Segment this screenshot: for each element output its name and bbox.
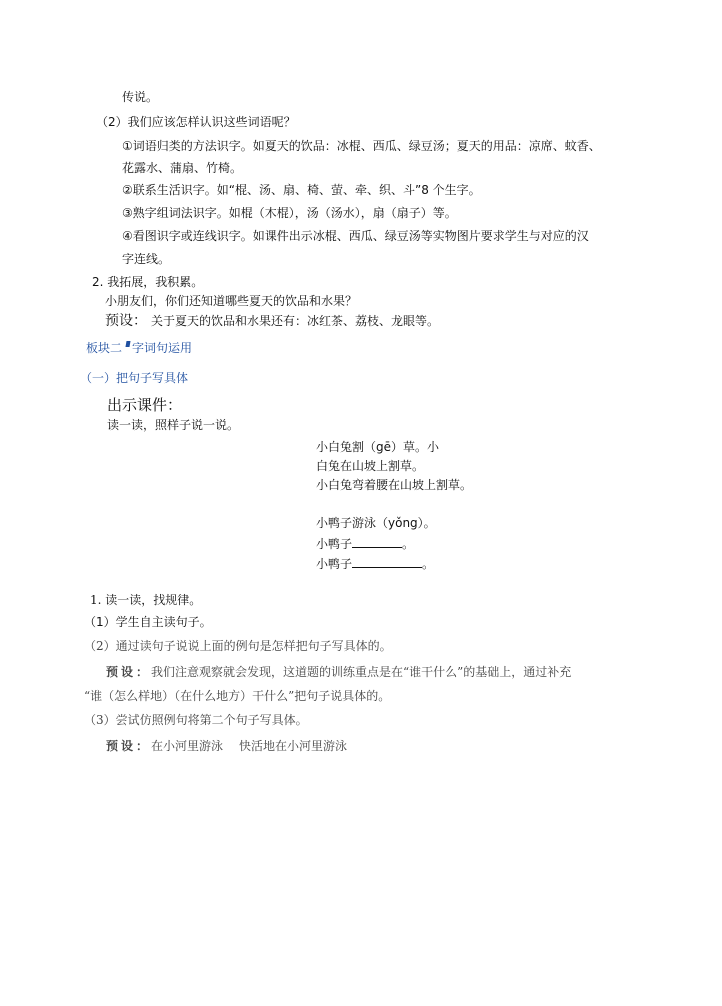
preset-label: 预设： — [106, 665, 152, 679]
preset-answer: 快活地在小河里游泳 — [239, 739, 348, 753]
blank-suffix: 。 — [422, 557, 435, 571]
answer-blank — [352, 536, 402, 548]
question-line: （2）我们应该怎样认识这些词语呢？ — [96, 115, 296, 129]
preset-line — [106, 664, 571, 680]
block-label: 板块二 — [86, 341, 123, 355]
preset-line — [105, 313, 439, 329]
blank-prefix: 小鸭子 — [316, 537, 353, 551]
blank-prefix: 小鸭子 — [316, 557, 353, 571]
preset-line — [106, 738, 347, 754]
preset-label: 预设： — [106, 739, 152, 753]
block-title — [86, 340, 192, 356]
heading-line: 2. 我拓展，我积累。 — [92, 275, 204, 289]
step-heading: 1. 读一读，找规律。 — [90, 593, 202, 607]
preset-text: 关于夏天的饮品和水果还有：冰红茶、荔枝、龙眼等。 — [151, 314, 440, 328]
step-line: （3）尝试仿照例句将第二个句子写具体。 — [84, 713, 308, 727]
answer-blank — [352, 556, 422, 568]
preset-answer: 在小河里游泳 — [151, 739, 224, 753]
text-line: ③熟字组词法识字。如棍（木棍），汤（汤水），扇（扇子）等。 — [122, 206, 457, 220]
text-line: 字连线。 — [122, 252, 171, 266]
text-line: “谁（怎么样地）（在什么地方）干什么”把句子说具体的。 — [84, 689, 391, 703]
instruction: 读一读，照样子说一说。 — [107, 418, 240, 432]
step-line: （2）通过读句子说说上面的例句是怎样把句子写具体的。 — [84, 639, 392, 653]
preset-label: 预设： — [105, 313, 147, 329]
block-subtitle: 字词句运用 — [132, 341, 193, 355]
text-line: ①词语归类的方法识字。如夏天的饮品：冰棍、西瓜、绿豆汤；夏天的用品：凉席、蚊香、 — [122, 139, 601, 153]
step-line: （1）学生自主读句子。 — [84, 615, 212, 629]
courseware-label: 出示课件： — [107, 396, 183, 414]
fill-blank-line — [316, 536, 414, 552]
example-line: 小鸭子游泳（yǒng）。 — [316, 516, 436, 530]
text-line: ②联系生活识字。如“棍、汤、扇、椅、萤、牵、织、斗”8 个生字。 — [122, 183, 481, 197]
example-line: 小白兔割（gē）草。小 — [316, 440, 440, 454]
blank-suffix: 。 — [402, 537, 415, 551]
fill-blank-line — [316, 556, 434, 572]
text-line: ④看图识字或连线识字。如课件出示冰棍、西瓜、绿豆汤等实物图片要求学生与对应的汉 — [122, 229, 589, 243]
example-line: 白兔在山坡上割草。 — [316, 459, 425, 473]
question-line: 小朋友们，你们还知道哪些夏天的饮品和水果？ — [105, 294, 358, 308]
sub-title: （一）把句子写具体 — [80, 371, 189, 385]
text-line: 传说。 — [122, 90, 159, 104]
preset-text: 我们注意观察就会发现，这道题的训练重点是在“谁干什么”的基础上，通过补充 — [151, 665, 572, 679]
example-line: 小白兔弯着腰在山坡上割草。 — [316, 478, 473, 492]
text-line: 花露水、蒲扇、竹椅。 — [122, 161, 243, 175]
